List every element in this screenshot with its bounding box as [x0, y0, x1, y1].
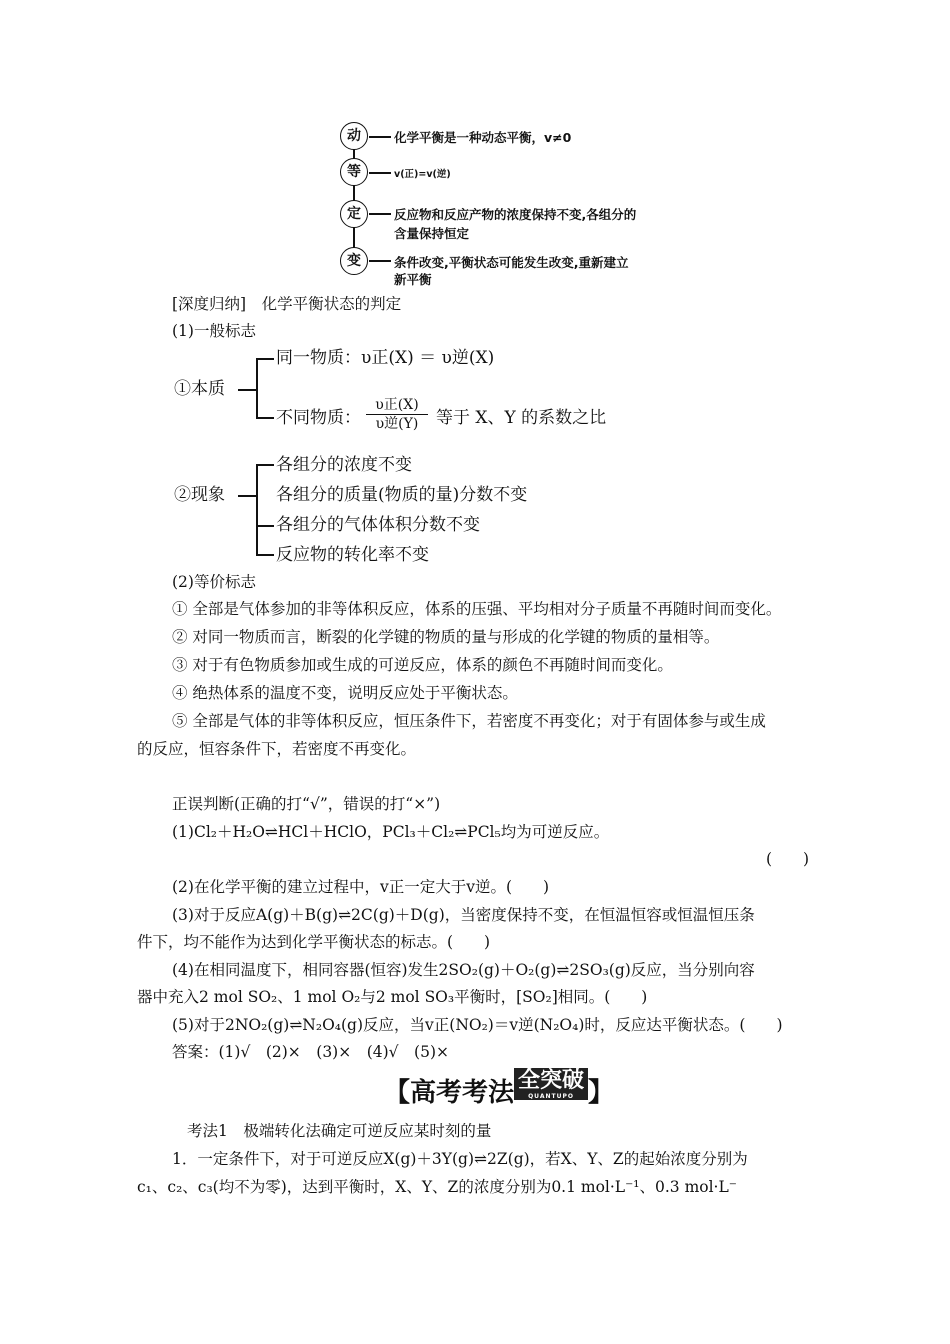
node-ding: 定	[340, 200, 368, 228]
node-bian: 变	[340, 247, 368, 275]
problem-1: 1．一定条件下，对于可逆反应X(g)＋3Y(g)⇌2Z(g)，若X、Y、Z的起始浓度分别为	[172, 1150, 748, 1168]
equiv-item: ③ 对于有色物质参加或生成的可逆反应，体系的颜色不再随时间而变化。	[172, 656, 673, 674]
fraction	[366, 396, 428, 433]
banner-badge	[514, 1068, 588, 1100]
problem-1-cont: c₁、c₂、c₃(均不为零)，达到平衡时，X、Y、Z的浓度分别为0.1 mol·L⁻¹、0.3 mol·L⁻	[137, 1178, 737, 1196]
question-3: (3)对于反应A(g)＋B(g)⇌2C(g)＋D(g)，当密度保持不变，在恒温恒容或恒温恒压条	[172, 906, 755, 924]
equiv-sign: (2)等价标志	[172, 573, 256, 591]
judge-title: 正误判断(正确的打“√”，错误的打“×”)	[172, 795, 441, 813]
question-5: (5)对于2NO₂(g)⇌N₂O₄(g)反应，当v正(NO₂)＝v逆(N₂O₄)时，反应达平衡状态。( )	[172, 1016, 783, 1034]
node-ding-text: 反应物和反应产物的浓度保持不变,各组分的	[394, 207, 637, 222]
node-bian-text2: 新平衡	[394, 272, 432, 287]
question-3-cont: 件下，均不能作为达到化学平衡状态的标志。( )	[137, 933, 491, 951]
fraction-numerator: υ正(X)	[375, 397, 419, 413]
node-dong-text: 化学平衡是一种动态平衡，v≠0	[394, 130, 572, 145]
fraction-denominator: υ逆(Y)	[366, 414, 428, 433]
banner-right: 】	[588, 1078, 615, 1108]
essence-diff-tail: 等于 X、Y 的系数之比	[436, 408, 607, 428]
banner-badge-small: QUANTUPO	[528, 1093, 574, 1100]
question-4: (4)在相同温度下，相同容器(恒容)发生2SO₂(g)＋O₂(g)⇌2SO₃(g)反应，当分别向容	[172, 961, 755, 979]
equiv-item: ④ 绝热体系的温度不变，说明反应处于平衡状态。	[172, 684, 518, 702]
node-deng-text: v(正)=v(逆)	[394, 169, 451, 180]
question-2: (2)在化学平衡的建立过程中，v正一定大于v逆。( )	[172, 878, 550, 896]
equiv-item: ⑤ 全部是气体的非等体积反应，恒压条件下，若密度不再变化；对于有固体参与或生成	[172, 712, 766, 730]
answer-line: 答案：(1)√ (2)× (3)× (4)√ (5)×	[172, 1043, 449, 1061]
node-ding-text2: 含量保持恒定	[394, 226, 470, 241]
equiv-item: 的反应，恒容条件下，若密度不再变化。	[137, 740, 417, 758]
phenomenon-label: ②现象	[174, 485, 225, 505]
node-bian-text: 条件改变,平衡状态可能发生改变,重新建立	[394, 255, 629, 270]
method-1-title: 考法1 极端转化法确定可逆反应某时刻的量	[187, 1122, 492, 1140]
phenomenon-item: 各组分的浓度不变	[276, 455, 412, 475]
summary-title: [深度归纳] 化学平衡状态的判定	[172, 295, 402, 313]
equiv-item: ② 对同一物质而言，断裂的化学键的物质的量与形成的化学键的物质的量相等。	[172, 628, 720, 646]
banner-badge-text: 全突破	[518, 1068, 585, 1093]
banner-left: 【高考考法	[384, 1078, 515, 1108]
section-banner	[384, 1068, 615, 1109]
node-deng: 等	[340, 158, 368, 186]
equiv-item: ① 全部是气体参加的非等体积反应，体系的压强、平均相对分子质量不再随时间而变化。	[172, 600, 782, 618]
question-1: (1)Cl₂＋H₂O⇌HCl＋HClO，PCl₃＋Cl₂⇌PCl₅均为可逆反应。	[172, 823, 610, 841]
node-dong: 动	[340, 122, 368, 150]
general-sign: (1)一般标志	[172, 322, 256, 340]
phenomenon-item: 各组分的气体体积分数不变	[276, 515, 480, 535]
essence-diff: 不同物质：	[276, 408, 361, 428]
question-1-paren: ( )	[766, 850, 810, 868]
phenomenon-item: 反应物的转化率不变	[276, 545, 429, 565]
essence-same: 同一物质：υ正(X) ＝ υ逆(X)	[276, 348, 495, 368]
essence-label: ①本质	[174, 379, 225, 399]
question-4-cont: 器中充入2 mol SO₂、1 mol O₂与2 mol SO₃平衡时，[SO₂]相同。( )	[137, 988, 648, 1006]
phenomenon-item: 各组分的质量(物质的量)分数不变	[276, 485, 528, 505]
